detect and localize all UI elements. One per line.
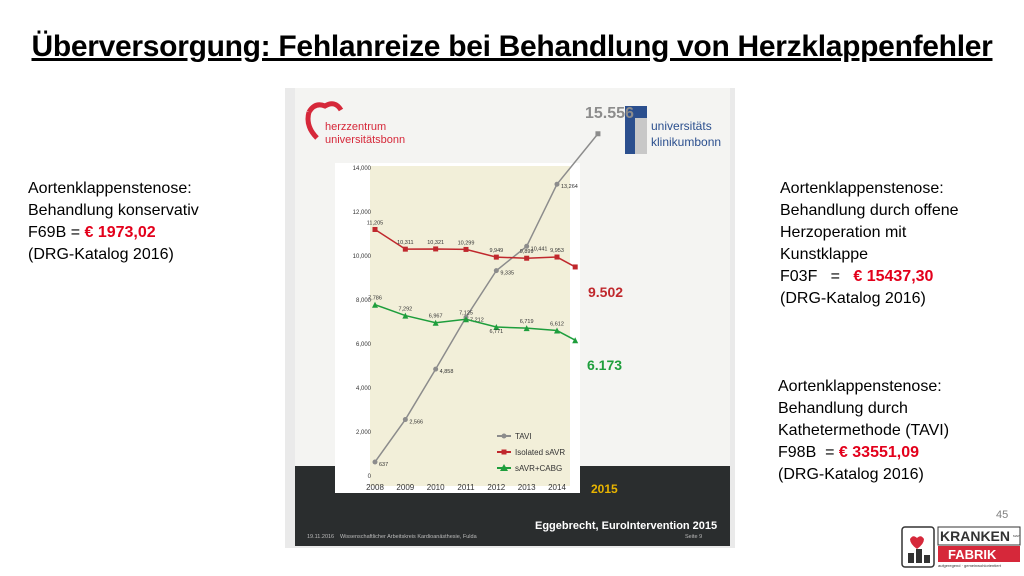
right2-catalog: (DRG-Katalog 2016) xyxy=(778,466,924,483)
x-tick-label: 2012 xyxy=(487,483,506,492)
footer-text: Wissenschaftlicher Arbeitskreis Kardioanästhesie, Fulda xyxy=(340,534,477,540)
data-label: 13,264 xyxy=(561,184,578,191)
data-label: 9,953 xyxy=(550,248,564,255)
x-tick-label: 2013 xyxy=(517,483,536,492)
data-label: 10,299 xyxy=(457,240,475,247)
left-catalog: (DRG-Katalog 2016) xyxy=(28,246,174,263)
krankenfabrik-logo xyxy=(900,525,1022,569)
data-label: 4,858 xyxy=(439,369,454,376)
big-label-cabg: 6.173 xyxy=(587,357,623,373)
right2-line2: Behandlung durch xyxy=(778,400,908,417)
data-label: 7,786 xyxy=(368,295,382,302)
footer-page: Seite 9 xyxy=(685,534,703,540)
logo-left-line2: universitätsbonn xyxy=(325,134,406,146)
data-point-tavi xyxy=(403,417,408,422)
logo-line2: FABRIK xyxy=(948,547,997,562)
right1-catalog: (DRG-Katalog 2016) xyxy=(780,290,926,307)
y-tick-label: 10,000 xyxy=(352,254,371,260)
logo-small: MAIN xyxy=(1013,534,1021,538)
data-label: 2,566 xyxy=(409,419,424,426)
data-label: 10,311 xyxy=(397,240,414,247)
data-label: 11,205 xyxy=(366,220,384,227)
big-label-savr: 9.502 xyxy=(588,284,624,300)
data-point-tavi xyxy=(524,244,529,249)
right2-code: F98B = xyxy=(778,444,839,461)
data-point-savr xyxy=(555,255,560,260)
data-point-savr xyxy=(494,255,499,260)
data-point-savr xyxy=(524,256,529,261)
data-point-savr xyxy=(464,247,469,252)
data-point-savr xyxy=(373,227,378,232)
highlight-year: 2015 xyxy=(591,482,618,496)
data-label: 7,292 xyxy=(398,306,413,313)
plot-area-background xyxy=(367,166,570,486)
right1-line2: Behandlung durch offene xyxy=(780,202,959,219)
x-tick-label: 2010 xyxy=(426,483,445,492)
y-tick-label: 8,000 xyxy=(355,298,371,304)
data-point-tavi xyxy=(555,182,560,187)
conservative-treatment-block xyxy=(28,178,199,266)
logo-left-line1: herzzentrum xyxy=(325,121,387,133)
open-surgery-block xyxy=(780,178,959,310)
logo-tagline: aufgeregend · gemeinwohlorientiert xyxy=(938,563,1001,568)
tavi-block xyxy=(778,376,949,486)
data-label: 6,719 xyxy=(519,319,534,326)
legend-tavi: TAVI xyxy=(515,432,532,441)
x-tick-label: 2014 xyxy=(548,483,566,492)
data-label: 10,441 xyxy=(530,246,548,253)
data-point-tavi xyxy=(494,268,499,273)
y-tick-label: 2,000 xyxy=(355,430,371,436)
page-number: 45 xyxy=(996,509,1009,521)
data-label: 9,899 xyxy=(519,249,534,256)
footer-date: 19.11.2016 xyxy=(307,534,335,540)
data-label: 9,949 xyxy=(489,248,504,255)
x-tick-label: 2008 xyxy=(366,483,384,492)
right2-price: € 33551,09 xyxy=(838,444,919,461)
data-point-savr xyxy=(403,247,408,252)
logo-right-line2: klinikumbonn xyxy=(651,135,722,149)
data-label: 637 xyxy=(379,461,389,468)
series-end-marker-0 xyxy=(595,131,600,136)
embedded-slide-image xyxy=(285,88,735,548)
left-line2: Behandlung konservativ xyxy=(28,202,199,219)
data-point-tavi xyxy=(373,459,378,464)
right1-line1: Aortenklappenstenose: xyxy=(780,180,944,197)
logo-line1: KRANKEN xyxy=(940,528,1010,544)
left-line1: Aortenklappenstenose: xyxy=(28,180,192,197)
slide-title: Überversorgung: Fehlanreize bei Behandlung von Herzklappenfehler xyxy=(31,30,993,63)
data-point-tavi xyxy=(433,367,438,372)
legend-cabg: sAVR+CABG xyxy=(515,464,563,473)
right1-line3: Herzoperation mit xyxy=(780,224,907,241)
y-tick-label: 0 xyxy=(367,474,371,480)
source-citation: Eggebrecht, EuroIntervention 2015 xyxy=(535,520,718,532)
right1-price: € 15437,30 xyxy=(853,268,934,285)
right2-line1: Aortenklappenstenose: xyxy=(778,378,942,395)
right2-line3: Kathetermethode (TAVI) xyxy=(778,422,950,439)
data-label: 6,612 xyxy=(550,321,564,328)
y-tick-label: 6,000 xyxy=(355,342,371,348)
data-label: 10,321 xyxy=(427,239,445,246)
series-end-marker-1 xyxy=(573,264,578,269)
data-label: 6,771 xyxy=(489,329,504,336)
y-tick-label: 14,000 xyxy=(352,166,371,172)
left-price: € 1973,02 xyxy=(84,224,156,241)
y-tick-label: 4,000 xyxy=(355,386,371,392)
x-tick-label: 2011 xyxy=(457,483,475,492)
left-code: F69B = xyxy=(28,224,85,241)
logo-right-line1: universitäts xyxy=(651,119,712,133)
data-point-savr xyxy=(433,246,438,251)
right1-line4: Kunstklappe xyxy=(780,246,869,263)
legend-savr: Isolated sAVR xyxy=(515,448,566,457)
data-label: 9,335 xyxy=(500,270,515,277)
right1-code: F03F = xyxy=(780,268,854,285)
data-label: 7,212 xyxy=(470,317,484,324)
data-label: 6,967 xyxy=(428,313,443,320)
big-label-tavi: 15.556 xyxy=(585,105,634,122)
x-tick-label: 2009 xyxy=(396,483,415,492)
y-tick-label: 12,000 xyxy=(352,210,371,216)
data-label: 7,125 xyxy=(459,310,473,317)
